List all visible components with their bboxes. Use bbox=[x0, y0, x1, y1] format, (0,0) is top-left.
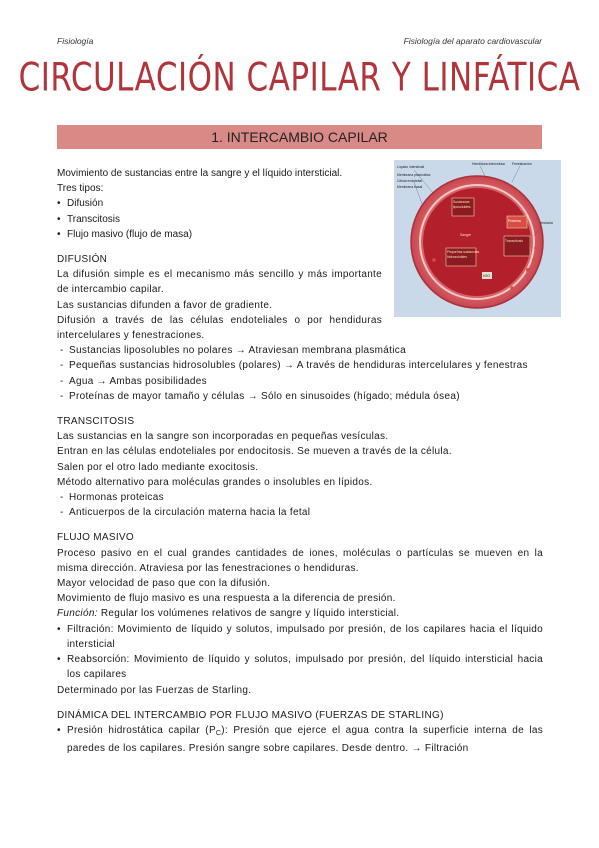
list-item: - Sustancias liposolubles no polares → Atraviesan membrana plasmática bbox=[57, 343, 543, 358]
list-item: - Proteínas de mayor tamaño y células → Sólo en sinusoides (hígado; médula ósea) bbox=[57, 389, 543, 404]
dinamica-section bbox=[57, 708, 543, 757]
label-hendidura: Hendidura intercelular bbox=[472, 162, 506, 166]
label-liposolubles-2: liposolubles bbox=[453, 205, 471, 209]
types-list bbox=[57, 196, 543, 242]
flujo-p4: Determinado por las Fuerzas de Starling. bbox=[57, 684, 252, 696]
funcion-label: Función: bbox=[57, 608, 98, 620]
transcitosis-p4: Método alternativo para moléculas grandes o insolubles en lípidos. bbox=[57, 476, 373, 488]
intro-types: Tres tipos: bbox=[57, 183, 104, 195]
difusion-list bbox=[57, 343, 543, 404]
flujo-p1: Proceso pasivo en el cual grandes cantidades de iones, moléculas o partículas se mueven en la misma dirección. Atraviesa por las fenestraciones o hendiduras. bbox=[57, 547, 543, 574]
list-item: • Flujo masivo (flujo de masa) bbox=[57, 227, 543, 242]
label-hidrosolubles-2: hidrosolubles bbox=[447, 255, 467, 259]
label-plasmatica: Membrana plasmática bbox=[397, 173, 431, 177]
label-basal: Membrana basal bbox=[397, 185, 423, 189]
list-item: - Anticuerpos de la circulación materna hacia la fetal bbox=[57, 505, 543, 520]
intro-section bbox=[57, 166, 543, 242]
list-item bbox=[57, 723, 543, 756]
intro-line: Movimiento de sustancias entre la sangre y el líquido intersticial. bbox=[57, 168, 343, 179]
header-subject: Fisiología bbox=[57, 36, 94, 46]
label-agua: H2O bbox=[483, 274, 490, 278]
difusion-section bbox=[57, 252, 543, 404]
flujo-funcion bbox=[57, 606, 543, 621]
page-title: CIRCULACIÓN CAPILAR Y LINFÁTICA bbox=[18, 55, 581, 101]
transcitosis-p1: Las sustancias en la sangre son incorporadas en pequeñas vesículas. bbox=[57, 431, 389, 443]
list-item: • Difusión bbox=[57, 196, 543, 211]
label-proteina: Proteína bbox=[508, 219, 521, 223]
difusion-p2: Las sustancias difunden a favor de gradiente. bbox=[57, 299, 273, 311]
transcitosis-p2: Entran en las células endoteliales por endocitosis. Se mueven a través de la célula. bbox=[57, 446, 452, 458]
page-content bbox=[57, 166, 543, 756]
dinamica-heading: DINÁMICA DEL INTERCAMBIO POR FLUJO MASIVO (FUERZAS DE STARLING) bbox=[57, 709, 444, 721]
label-transcitosis: Transcitosis bbox=[505, 239, 523, 243]
pc-subscript: C bbox=[215, 729, 222, 737]
header-chapter: Fisiología del aparato cardiovascular bbox=[403, 36, 542, 46]
list-item: - Pequeñas sustancias hidrosolubles (polares) → A través de hendiduras intercelulares y fenestras bbox=[57, 358, 543, 373]
list-item: - Hormonas proteicas bbox=[57, 490, 543, 505]
list-item: - Agua → Ambas posibilidades bbox=[57, 374, 543, 389]
flujo-list bbox=[57, 622, 543, 683]
list-item: • Transcitosis bbox=[57, 212, 543, 227]
funcion-text: Regular los volúmenes relativos de sangre y líquido intersticial. bbox=[97, 608, 400, 620]
transcitosis-section bbox=[57, 414, 543, 520]
transcitosis-heading: TRANSCITOSIS bbox=[57, 416, 135, 428]
list-item: • Reabsorción: Movimiento de líquido y solutos, impulsado por presión, del líquido intersticial hacia los capilares bbox=[57, 652, 543, 682]
transcitosis-list bbox=[57, 490, 543, 520]
dinamica-list bbox=[57, 723, 543, 756]
label-sangre: Sangre bbox=[460, 233, 471, 237]
difusion-p1: La difusión simple es el mecanismo más sencillo y más importante de intercambio capilar. bbox=[57, 269, 382, 296]
label-hidrosolubles: Pequeñas sustancias bbox=[447, 250, 480, 254]
label-liquido: Líquido intersticial bbox=[397, 165, 425, 169]
transcitosis-p3: Salen por el otro lado mediante exocitosis. bbox=[57, 461, 259, 473]
flujo-section bbox=[57, 530, 543, 697]
flujo-heading: FLUJO MASIVO bbox=[57, 532, 134, 544]
label-vesicula: Vesícula bbox=[540, 221, 553, 225]
pc-text: ): Presión que ejerce el agua contra la superficie interna de las paredes de los capilares. Presión sangre sobre capilares. Desde dentro. → Filtración bbox=[67, 724, 543, 755]
flujo-p2: Mayor velocidad de paso que con la difusión. bbox=[57, 578, 271, 590]
difusion-heading: DIFUSIÓN bbox=[57, 254, 108, 266]
difusion-p3: Difusión a través de las células endoteliales o por hendiduras intercelulares y fenestraciones. bbox=[57, 314, 382, 342]
section-banner: 1. INTERCAMBIO CAPILAR bbox=[57, 125, 542, 149]
list-item: • Filtración: Movimiento de líquido y solutos, impulsado por presión, de los capilares hacia el líquido intersticial bbox=[57, 622, 543, 652]
pc-prefix: Presión hidrostática capilar (P bbox=[67, 724, 216, 736]
label-fenestracion: Fenestración bbox=[512, 162, 532, 166]
flujo-p3: Movimiento de flujo masivo es una respuesta a la diferencia de presión. bbox=[57, 593, 396, 605]
label-endotelial: Célula endotelial bbox=[397, 179, 423, 183]
label-liposolubles: Sustancias bbox=[453, 200, 470, 204]
